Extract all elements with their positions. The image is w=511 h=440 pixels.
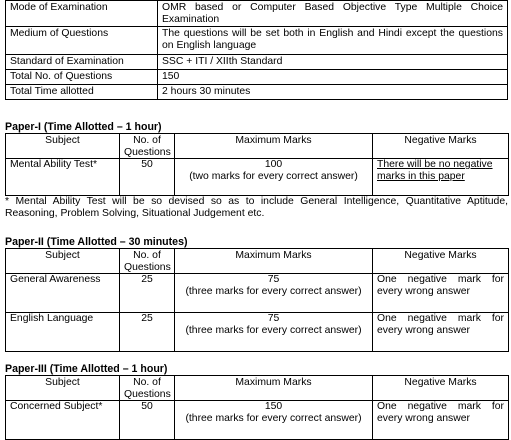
negative-cell: One negative mark for every wrong answer: [373, 401, 509, 440]
questions-cell: 50: [120, 159, 175, 196]
info-label: Standard of Examination: [6, 55, 158, 70]
info-row: [6, 70, 508, 85]
info-row: [6, 85, 508, 100]
subject-cell: Mental Ability Test*: [6, 159, 120, 196]
subject-header: Subject: [6, 134, 120, 159]
info-label: Mode of Examination: [6, 1, 158, 27]
marks-value: 100: [264, 159, 283, 170]
negative-header: Negative Marks: [373, 249, 509, 274]
negative-cell: One negative mark for every wrong answer: [373, 313, 509, 352]
subject-header: Subject: [6, 376, 120, 401]
table-row: [6, 313, 509, 352]
info-value: 150: [158, 70, 508, 85]
info-row: [6, 1, 508, 27]
marks-note: (three marks for every correct answer): [185, 324, 362, 336]
table-row: [6, 401, 509, 440]
exam-info-table: [5, 0, 508, 100]
marks-cell: [175, 313, 373, 352]
marks-header: Maximum Marks: [175, 376, 373, 401]
marks-value: 75: [267, 313, 280, 324]
info-value: 2 hours 30 minutes: [158, 85, 508, 100]
questions-header: No. of Questions: [120, 249, 175, 274]
marks-value: 75: [267, 274, 280, 285]
paper1-header-row: [6, 134, 509, 159]
info-label: Total Time allotted: [6, 85, 158, 100]
paper1-title: Paper-I (Time Allotted – 1 hour): [5, 121, 162, 133]
negative-text: There will be no negative marks in this paper: [377, 159, 493, 182]
marks-cell: [175, 159, 373, 196]
subject-header: Subject: [6, 249, 120, 274]
questions-cell: 25: [120, 313, 175, 352]
marks-cell: [175, 401, 373, 440]
info-value: The questions will be set both in English and Hindi except the questions on English language: [158, 27, 508, 55]
negative-cell: [373, 159, 509, 196]
questions-cell: 25: [120, 274, 175, 313]
negative-header: Negative Marks: [373, 376, 509, 401]
subject-cell: General Awareness: [6, 274, 120, 313]
negative-cell: One negative mark for every wrong answer: [373, 274, 509, 313]
marks-note: (two marks for every correct answer): [189, 170, 358, 182]
marks-header: Maximum Marks: [175, 134, 373, 159]
subject-cell: Concerned Subject*: [6, 401, 120, 440]
questions-header: No. of Questions: [120, 376, 175, 401]
table-row: [6, 274, 509, 313]
paper2-table: [5, 248, 509, 352]
marks-value: 150: [264, 401, 283, 412]
marks-cell: [175, 274, 373, 313]
paper3-title: Paper-III (Time Allotted – 1 hour): [5, 363, 168, 375]
marks-header: Maximum Marks: [175, 249, 373, 274]
info-value: OMR based or Computer Based Objective Type Multiple Choice Examination: [158, 1, 508, 27]
info-value: SSC + ITI / XIIth Standard: [158, 55, 508, 70]
negative-header: Negative Marks: [373, 134, 509, 159]
info-label: Medium of Questions: [6, 27, 158, 55]
paper2-title: Paper-II (Time Allotted – 30 minutes): [5, 236, 188, 248]
paper1-table: [5, 133, 509, 196]
paper2-header-row: [6, 249, 509, 274]
info-row: [6, 27, 508, 55]
subject-cell: English Language: [6, 313, 120, 352]
table-row: [6, 159, 509, 196]
marks-note: (three marks for every correct answer): [185, 412, 362, 424]
paper3-table: [5, 375, 509, 440]
questions-header: No. of Questions: [120, 134, 175, 159]
marks-note: (three marks for every correct answer): [185, 285, 362, 297]
info-row: [6, 55, 508, 70]
questions-cell: 50: [120, 401, 175, 440]
paper3-header-row: [6, 376, 509, 401]
footnote: * Mental Ability Test will be so devised so as to include General Intelligence, Quantitative Aptitude, Reasoning, Problem Solving, Situational Judgement etc.: [5, 196, 508, 219]
info-label: Total No. of Questions: [6, 70, 158, 85]
